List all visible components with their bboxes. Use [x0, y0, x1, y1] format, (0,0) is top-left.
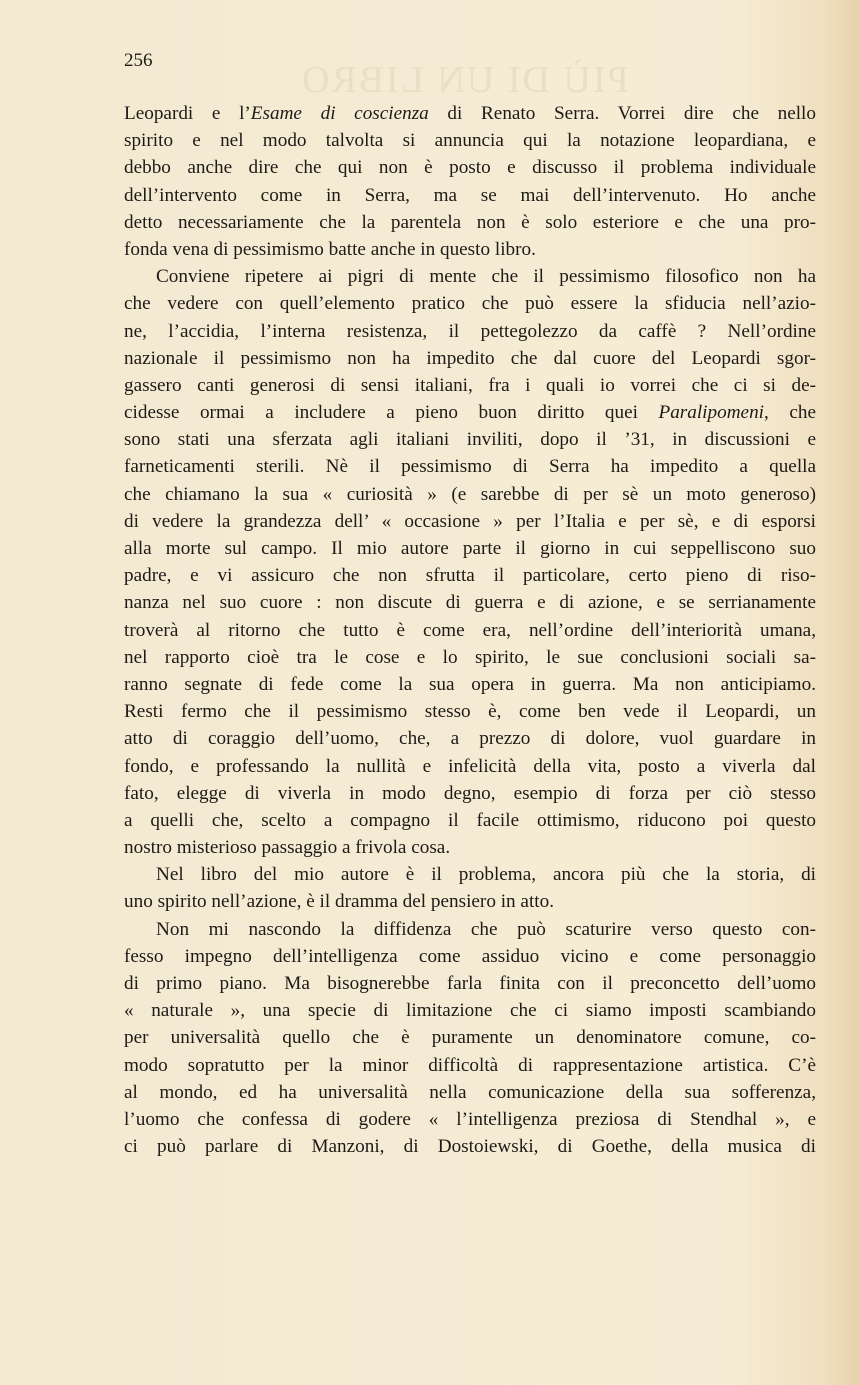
text-line — [124, 671, 816, 698]
text-line — [124, 1106, 816, 1133]
text-line — [124, 725, 816, 752]
text-run: Resti fermo che il pessimismo stesso è, come ben vede il Leopardi, un — [124, 701, 816, 723]
text-run: di Renato Serra. Vorrei dire che nello — [428, 103, 816, 124]
text-line — [124, 1052, 816, 1079]
text-run: debbo anche dire che qui non è posto e discusso il problema individuale — [124, 157, 816, 179]
text-run: fesso impegno dell’intelligenza come assiduo vicino e come personaggio — [124, 945, 816, 967]
page-number: 256 — [124, 50, 153, 71]
text-run: , che — [764, 402, 816, 424]
text-run: per universalità quello che è puramente un denominatore comune, co- — [124, 1027, 816, 1049]
text-run: Leopardi e l’ — [124, 103, 251, 124]
text-line — [124, 236, 816, 263]
text-line — [124, 345, 816, 372]
text-run: ci può parlare di Manzoni, di Dostoiewski, di Goethe, della musica di — [124, 1136, 816, 1158]
text-run: al mondo, ed ha universalità nella comunicazione della sua sofferenza, — [124, 1081, 816, 1103]
text-run: atto di coraggio dell’uomo, che, a prezzo di dolore, vuol guardare in — [124, 728, 816, 750]
text-run: detto necessariamente che la parentela non è solo esteriore e che una pro- — [124, 211, 816, 233]
text-line — [124, 617, 816, 644]
text-run: fato, elegge di viverla in modo degno, esempio di forza per ciò stesso — [124, 782, 816, 804]
text-run: nel rapporto cioè tra le cose e lo spirito, le sue conclusioni sociali sa- — [124, 646, 816, 668]
text-run: di primo piano. Ma bisognerebbe farla finita con il preconcetto dell’uomo — [124, 973, 816, 994]
text-run: spirito e nel modo talvolta si annuncia qui la notazione leopardiana, e — [124, 130, 816, 152]
text-run: di vedere la grandezza dell’ « occasione » per l’Italia e per sè, e di esporsi — [124, 510, 816, 532]
text-line — [124, 1024, 816, 1051]
text-line — [124, 644, 816, 671]
text-run: uno spirito nell’azione, è il dramma del pensiero in atto. — [124, 891, 554, 913]
text-line — [124, 562, 816, 589]
text-line — [124, 399, 816, 426]
text-line — [124, 154, 816, 181]
text-run: alla morte sul campo. Il mio autore parte il giorno in cui seppelliscono suo — [124, 538, 816, 559]
text-line — [124, 453, 816, 480]
text-run: farneticamenti sterili. Nè il pessimismo di Serra ha impedito a quella — [124, 456, 816, 478]
text-run: padre, e vi assicuro che non sfrutta il particolare, certo pieno di riso- — [124, 565, 816, 587]
text-line — [124, 888, 816, 915]
text-line — [124, 508, 816, 535]
text-line — [124, 1133, 816, 1160]
text-run: nanza nel suo cuore : non discute di guerra e di azione, e se serrianamente — [124, 592, 816, 614]
text-line — [124, 100, 816, 127]
text-line — [124, 943, 816, 970]
text-run: gassero canti generosi di sensi italiani, fra i quali io vorrei che ci si de- — [124, 374, 816, 396]
text-run: ranno segnate di fede come la sua opera in guerra. Ma non anticipiamo. — [124, 673, 816, 695]
text-line — [124, 861, 816, 888]
text-run: nostro misterioso passaggio a frivola cosa. — [124, 837, 451, 859]
text-run: nazionale il pessimismo non ha impedito che dal cuore del Leopardi sgor- — [124, 347, 816, 369]
body-text — [124, 100, 816, 1160]
text-run: sono stati una sferzata agli italiani inviliti, dopo il ’31, in discussioni e — [124, 429, 816, 451]
text-line — [124, 290, 816, 317]
text-line — [124, 1079, 816, 1106]
text-line — [124, 182, 816, 209]
text-run: « naturale », una specie di limitazione che ci siamo imposti scambiando — [124, 1000, 816, 1022]
text-line — [124, 209, 816, 236]
text-line — [124, 698, 816, 725]
italic-title: Paralipomeni — [658, 402, 764, 424]
text-run: che chiamano la sua « curiosità » (e sarebbe di per sè un moto generoso) — [124, 483, 816, 505]
text-line — [124, 535, 816, 562]
text-run: modo sopratutto per la minor difficoltà di rappresentazione artistica. C’è — [124, 1054, 816, 1076]
text-line — [124, 263, 816, 290]
text-run: a quelli che, scelto a compagno il facile ottimismo, riducono poi questo — [124, 809, 816, 831]
text-run: dell’intervento come in Serra, ma se mai dell’intervenuto. Ho anche — [124, 184, 816, 206]
text-line — [124, 780, 816, 807]
text-line — [124, 127, 816, 154]
text-line — [124, 916, 816, 943]
text-run: Conviene ripetere ai pigri di mente che il pessimismo filosofico non ha — [156, 266, 816, 288]
text-line — [124, 481, 816, 508]
text-line — [124, 834, 816, 861]
text-line — [124, 318, 816, 345]
text-run: fondo, e professando la nullità e infelicità della vita, posto a viverla dal — [124, 755, 816, 777]
italic-title: Esame di coscienza — [250, 103, 429, 124]
text-run: l’uomo che confessa di godere « l’intelligenza preziosa di Stendhal », e — [124, 1108, 816, 1130]
text-run: Non mi nascondo la diffidenza che può scaturire verso questo con- — [156, 918, 816, 940]
text-run: Nel libro del mio autore è il problema, ancora più che la storia, di — [156, 864, 816, 886]
text-line — [124, 753, 816, 780]
text-line — [124, 997, 816, 1024]
text-line — [124, 807, 816, 834]
text-line — [124, 426, 816, 453]
text-run: che vedere con quell’elemento pratico che può essere la sfiducia nell’azio- — [124, 293, 816, 315]
text-run: cidesse ormai a includere a pieno buon diritto quei — [124, 402, 659, 424]
text-run: ne, l’accidia, l’interna resistenza, il pettegolezzo da caffè ? Nell’ordine — [124, 320, 816, 342]
text-line — [124, 589, 816, 616]
text-run: fonda vena di pessimismo batte anche in questo libro. — [124, 238, 536, 260]
bleed-through-running-head: PIÙ DI UN LIBRO — [300, 59, 629, 101]
text-run: troverà al ritorno che tutto è come era, nell’ordine dell’interiorità umana, — [124, 619, 816, 641]
text-line — [124, 970, 816, 997]
text-line — [124, 372, 816, 399]
